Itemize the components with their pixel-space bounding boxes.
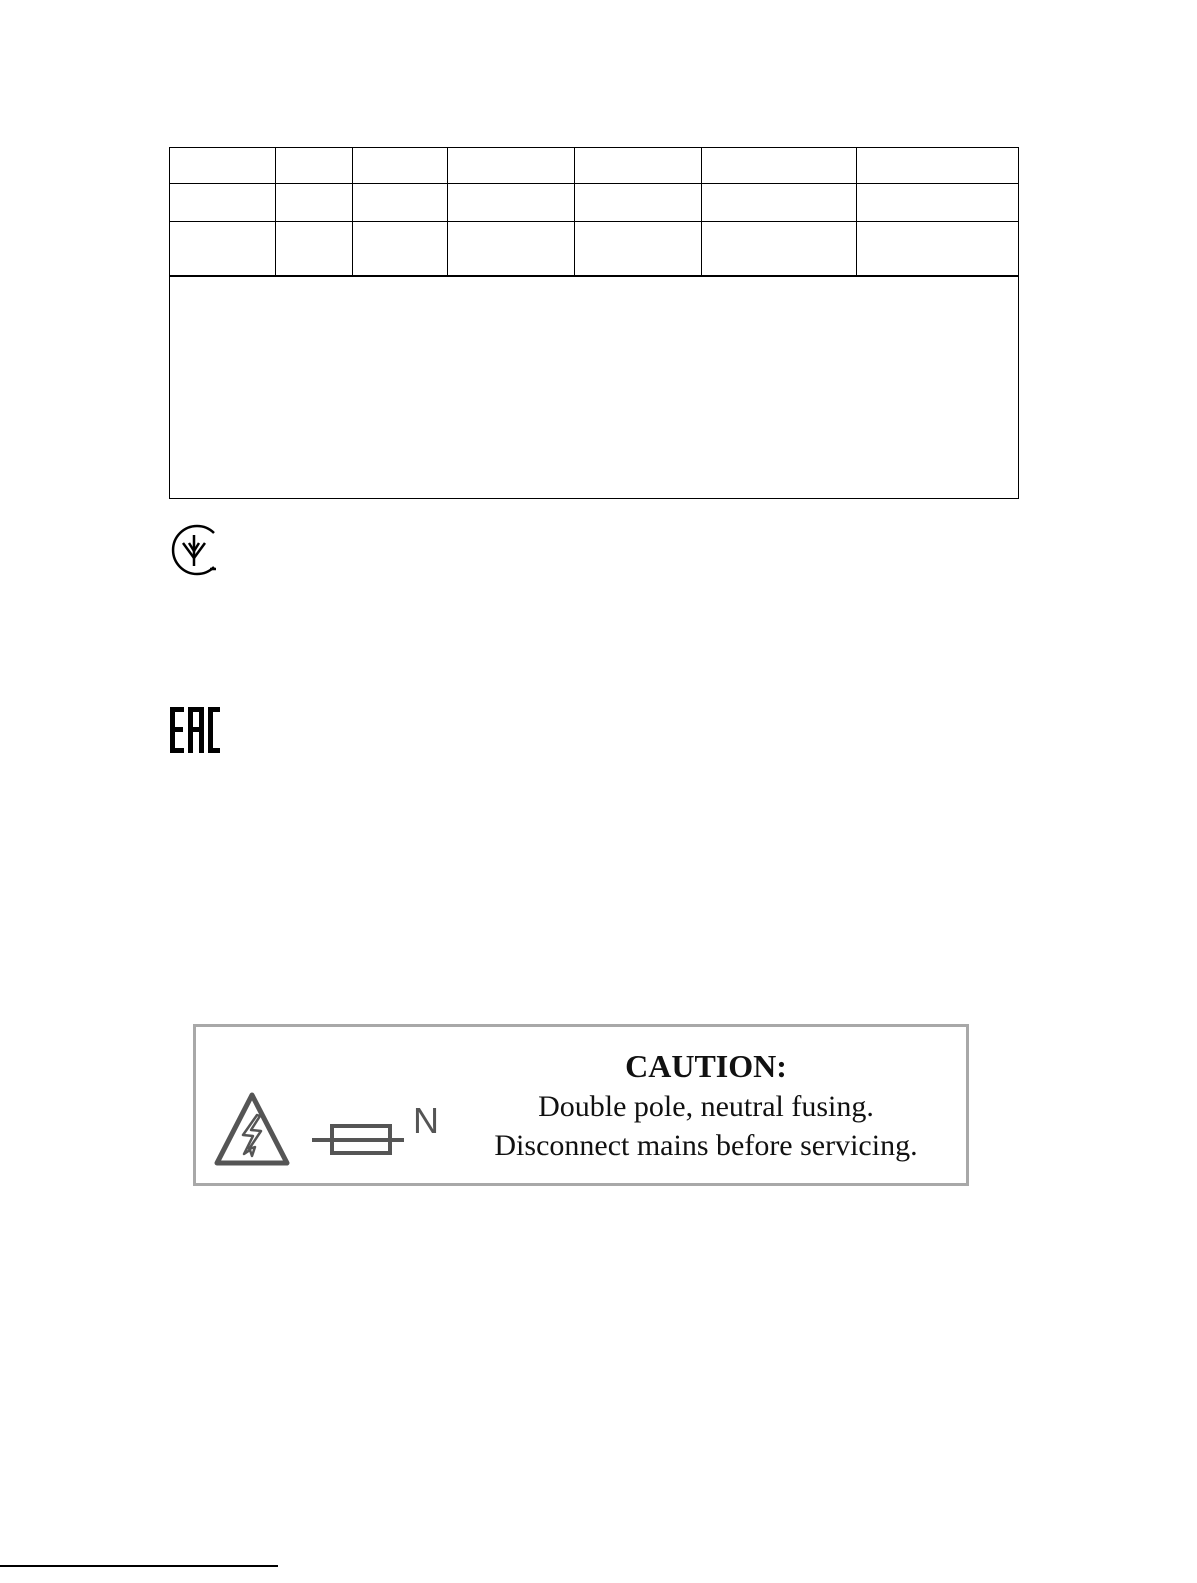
table-cell bbox=[170, 222, 276, 277]
fuse-icon bbox=[312, 1123, 404, 1157]
caution-line-disconnect: Disconnect mains before servicing. bbox=[494, 1129, 918, 1162]
table-cell bbox=[276, 148, 353, 184]
compliance-grid bbox=[169, 147, 1019, 499]
ua-tr-mark-icon bbox=[166, 522, 222, 578]
table-cell bbox=[448, 222, 575, 277]
eac-mark-icon bbox=[170, 707, 220, 753]
compliance-table bbox=[169, 147, 1018, 497]
table-cell bbox=[702, 222, 857, 277]
table-row bbox=[170, 222, 1019, 277]
table-cell bbox=[702, 148, 857, 184]
table-cell bbox=[353, 184, 448, 222]
table-cell bbox=[170, 184, 276, 222]
table-cell bbox=[276, 222, 353, 277]
table-cell bbox=[575, 148, 702, 184]
table-notes-row bbox=[170, 276, 1019, 499]
table-cell bbox=[353, 222, 448, 277]
neutral-label: N bbox=[413, 1100, 439, 1141]
footnote-separator bbox=[0, 1565, 278, 1567]
electric-shock-warning-icon bbox=[213, 1091, 291, 1167]
table-cell bbox=[575, 222, 702, 277]
table-cell bbox=[353, 148, 448, 184]
table-cell bbox=[575, 184, 702, 222]
caution-box bbox=[193, 1024, 969, 1186]
caution-line-fusing: Double pole, neutral fusing. bbox=[538, 1090, 874, 1123]
caution-text bbox=[466, 1045, 946, 1165]
table-cell bbox=[857, 184, 1019, 222]
table-cell bbox=[276, 184, 353, 222]
table-row bbox=[170, 148, 1019, 184]
table-notes-cell bbox=[170, 276, 1019, 499]
table-cell bbox=[857, 148, 1019, 184]
table-row bbox=[170, 184, 1019, 222]
table-cell bbox=[857, 222, 1019, 277]
caution-title: CAUTION: bbox=[625, 1048, 787, 1084]
table-cell bbox=[448, 184, 575, 222]
table-cell bbox=[702, 184, 857, 222]
table-cell bbox=[448, 148, 575, 184]
table-cell bbox=[170, 148, 276, 184]
